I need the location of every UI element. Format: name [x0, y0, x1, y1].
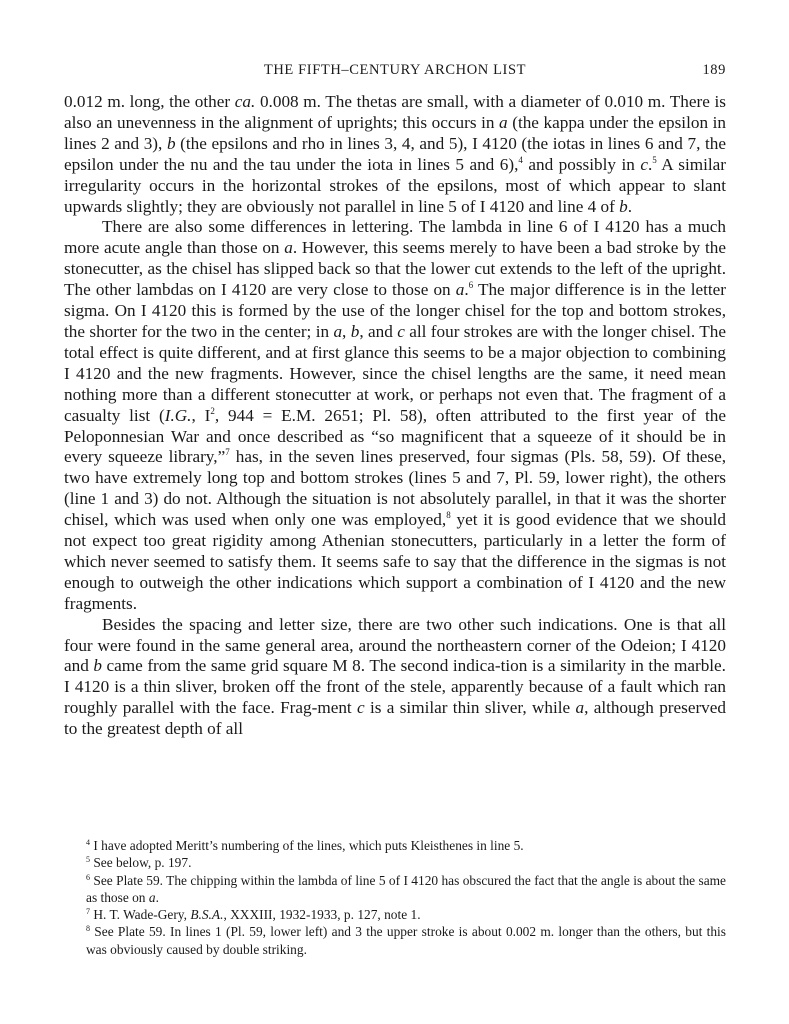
italic-text: a [284, 238, 293, 258]
text-run: See Plate 59. The chipping within the lambda of line 5 of I 4120 has obscured the fact that the angle is about the same as those on [86, 872, 726, 905]
italic-text: b [93, 656, 102, 676]
text-run: came from the same grid square M 8. The second indica-tion is a similarity in the marble. I 4120 is a thin sliver, broken off the front of the stele, apparently because of a fault which ran roughly parallel with the face. Frag-ment [64, 656, 726, 718]
italic-text: a [333, 321, 343, 341]
text-run: The major difference is in the letter sigma. On I 4120 this is formed by the use of the longer chisel for the top and bottom strokes, the shorter for the two in the center; in [64, 280, 726, 341]
italic-text: c [640, 154, 648, 174]
italic-text: a [455, 280, 465, 300]
footnote-7 [64, 906, 726, 923]
running-title: THE FIFTH–CENTURY ARCHON LIST [263, 62, 527, 78]
footnotes [64, 837, 726, 958]
text-run: There are also some differences in lettering. The lambda in line 6 of I 4120 has a much more acute angle than those on [64, 217, 726, 258]
text-run: is a similar thin sliver, while [364, 698, 576, 718]
italic-text: a [575, 698, 585, 718]
text-run: H. T. Wade-Gery, [93, 907, 191, 923]
paragraph-2 [64, 217, 726, 614]
paragraph-3 [64, 615, 726, 740]
text-run: See Plate 59. In lines 1 (Pl. 59, lower left) and 3 the upper stroke is about 0.002 m. longer than the others, but this was obviously caused by double striking. [86, 924, 726, 957]
footnote-8 [64, 923, 726, 958]
text-run: 0.012 m. long, the other [64, 92, 235, 111]
text-run: (the kappa under the epsilon in lines 2 and 3), [64, 112, 726, 153]
footnote-ref: 7 [225, 447, 230, 458]
italic-text: b [350, 321, 360, 341]
italic-text: c [397, 321, 405, 341]
footnote-ref: 8 [446, 510, 451, 521]
italic-text: b [166, 133, 176, 153]
italic-text: I.G. [164, 405, 192, 425]
footnote-number: 8 [86, 924, 90, 934]
text-run: , [342, 321, 351, 341]
text-run: , I [191, 405, 211, 425]
text-run: . [627, 196, 633, 216]
footnote-4 [64, 837, 726, 854]
text-run: A similar irregularity occurs in the horizontal strokes of the epsilons, most of which appear to slant upwards slightly; they are obviously not parallel in line 5 of I 4120 and line 4 of [64, 154, 726, 216]
text-run: . However, this seems merely to have been a bad stroke by the stonecutter, as the chisel has slipped back so that the lower cut extends to the left of the upright. The other lambdas on I 4120 are very close to those on [64, 238, 726, 300]
italic-text: a [499, 112, 508, 132]
text-run: all four strokes are with the longer chisel. The total effect is quite different, and at first glance this seems to be a major objection to combining I 4120 and the new fragments. However, since the chisel lengths are the same, it need mean nothing more than a different stonecutter at work, or perhaps not even that. The fragment of a casualty list ( [64, 321, 726, 425]
text-run: (the epsilons and rho in lines 3, 4, and 5), I 4120 (the iotas in lines 6 and 7, the epsilon under the nu and the tau under the iota in lines 5 and 6), [64, 133, 726, 174]
footnote-number: 7 [86, 907, 90, 917]
footnote-number: 6 [86, 872, 90, 882]
italic-text: b [619, 196, 628, 216]
text-run: . [155, 889, 159, 905]
text-run: yet it is good evidence that we should not expect too great rigidity among Athenian stonecutters, particularly in a letter the form of which never seemed to satisfy them. It seems safe to say that the difference in the sigmas is not enough to outweigh the other indications which support a combination of I 4120 and the new fragments. [64, 510, 726, 613]
page-number: 189 [702, 62, 726, 78]
text-run: . [464, 280, 469, 300]
footnote-number: 4 [86, 838, 90, 847]
italic-text: ca. [234, 92, 256, 111]
text-run: , and [359, 321, 398, 341]
footnote-ref: 2 [210, 405, 215, 416]
text-run: I have adopted Meritt’s numbering of the lines, which puts Kleisthenes in line 5. [93, 838, 524, 853]
text-run: , XXXIII, 1932-1933, p. 127, note 1. [223, 907, 421, 923]
paragraph-1 [64, 92, 726, 217]
text-run: and possibly in [522, 154, 641, 174]
text-run: , 944 = E.M. 2651; Pl. 58), often attributed to the first year of the Peloponnesian War and once described as “so magnificent that a squeeze of it should be in every squeeze library,” [64, 405, 726, 467]
footnote-ref: 6 [468, 280, 474, 291]
italic-text: c [357, 698, 365, 718]
text-run: , although preserved to the greatest depth of all [64, 698, 726, 739]
footnote-5 [64, 854, 726, 871]
footnote-6 [64, 872, 726, 907]
text-run: has, in the seven lines preserved, four sigmas (Pls. 58, 59). Of these, two have extremely long top and bottom strokes (lines 5 and 7, Pl. 59, lower right), the others (line 1 and 3) do not. Although the situation is not absolutely parallel, in that it was the shorter chisel, which was used when only one was employed, [64, 447, 726, 530]
text-run: See below, p. 197. [93, 855, 192, 871]
footnote-ref: 5 [652, 154, 657, 165]
italic-text: a [148, 889, 156, 905]
footnote-number: 5 [86, 855, 90, 865]
italic-text: B.S.A. [190, 907, 224, 923]
footnote-ref: 4 [518, 154, 523, 165]
running-head [64, 62, 726, 84]
text-run: 0.008 m. The thetas are small, with a diameter of 0.010 m. There is also an unevenness in the alignment of uprights; this occurs in [64, 92, 726, 132]
text-run: . [647, 154, 653, 174]
body-text [64, 92, 726, 740]
text-run: Besides the spacing and letter size, there are two other such indications. One is that all four were found in the same general area, around the northeastern corner of the Odeion; I 4120 and [64, 614, 726, 676]
